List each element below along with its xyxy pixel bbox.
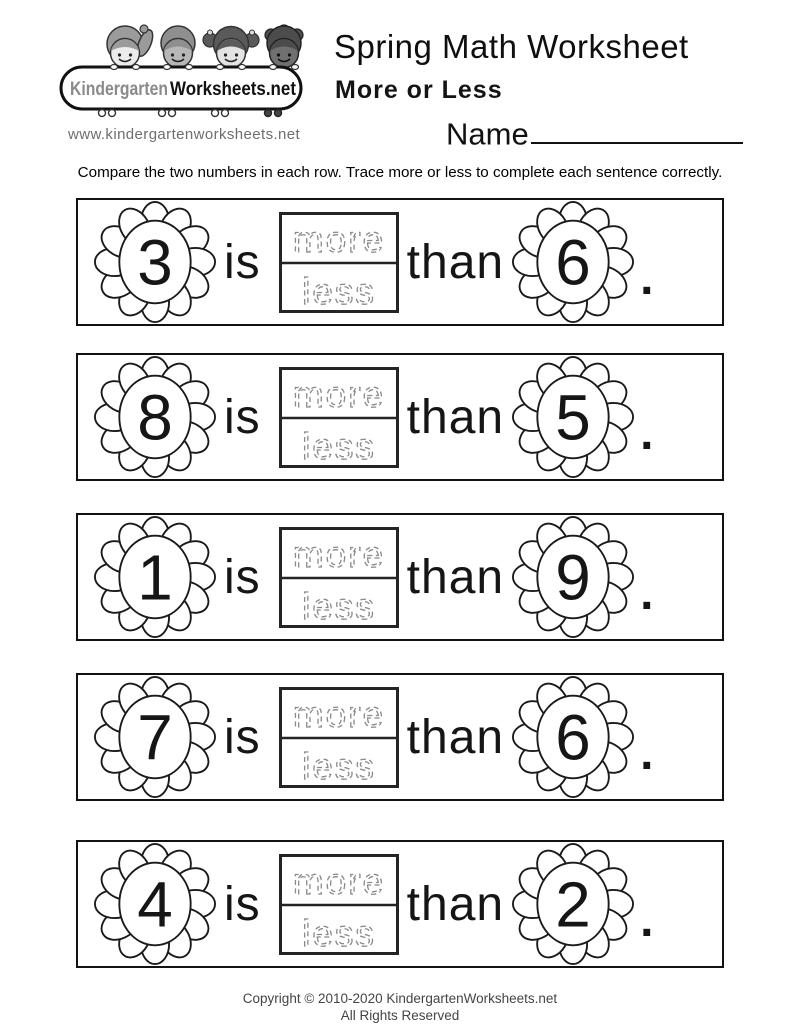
trace-word-more: more bbox=[292, 533, 385, 575]
word-than: than bbox=[406, 550, 505, 604]
logo-sign bbox=[61, 65, 301, 110]
rights-line: All Rights Reserved bbox=[340, 1008, 460, 1023]
trace-box bbox=[279, 212, 399, 313]
flower-number-right: 6 bbox=[555, 226, 591, 299]
word-is: is bbox=[224, 710, 261, 764]
flower-number-left: 4 bbox=[137, 868, 173, 941]
word-than: than bbox=[406, 235, 505, 289]
logo-kid-girl1 bbox=[107, 25, 156, 68]
word-than: than bbox=[406, 710, 505, 764]
flower-number-right: 9 bbox=[555, 541, 591, 614]
exercise-row-2 bbox=[76, 353, 724, 481]
flower-graphic-right bbox=[512, 843, 634, 965]
trace-word-less: less bbox=[301, 270, 376, 310]
page-footer bbox=[0, 990, 800, 1024]
word-is: is bbox=[224, 390, 261, 444]
exercise-row-1 bbox=[76, 198, 724, 326]
logo-kid-boy2 bbox=[265, 25, 303, 68]
copyright-line: Copyright © 2010-2020 KindergartenWorksheets.net bbox=[242, 991, 558, 1006]
flower-number-right: 5 bbox=[555, 381, 591, 454]
site-url: www.kindergartenworksheets.net bbox=[68, 126, 301, 143]
flower-graphic-right bbox=[512, 356, 634, 478]
trace-word-more: more bbox=[292, 373, 385, 415]
logo-kid-boy1 bbox=[161, 26, 195, 68]
trace-box bbox=[279, 854, 399, 955]
page-subtitle: More or Less bbox=[335, 76, 503, 104]
page-title: Spring Math Worksheet bbox=[334, 28, 689, 65]
trace-box bbox=[279, 687, 399, 788]
flower-graphic-left bbox=[94, 516, 216, 638]
instruction-text: Compare the two numbers in each row. Trace more or less to complete each sentence correctly. bbox=[77, 164, 723, 181]
name-blank-line bbox=[531, 116, 743, 144]
sentence-period: . bbox=[640, 252, 654, 305]
flower-number-right: 2 bbox=[555, 868, 591, 941]
flower-number-left: 8 bbox=[137, 381, 173, 454]
flower-number-left: 3 bbox=[137, 226, 173, 299]
trace-word-more: more bbox=[292, 693, 385, 735]
trace-word-more: more bbox=[292, 218, 385, 260]
name-label: Name bbox=[446, 116, 529, 152]
trace-word-less: less bbox=[301, 912, 376, 952]
trace-word-less: less bbox=[301, 585, 376, 625]
trace-word-less: less bbox=[301, 745, 376, 785]
exercise-row-5 bbox=[76, 840, 724, 968]
word-than: than bbox=[406, 877, 505, 931]
logo-kid-girl2 bbox=[203, 27, 259, 68]
word-is: is bbox=[224, 235, 261, 289]
sentence-period: . bbox=[640, 567, 654, 620]
flower-graphic-left bbox=[94, 356, 216, 478]
brand-text-worksheets: Worksheets.net bbox=[170, 79, 297, 100]
trace-box bbox=[279, 527, 399, 628]
name-line bbox=[446, 116, 743, 152]
brand-text-kindergarten: Kindergarten bbox=[70, 79, 168, 100]
logo-feet bbox=[99, 110, 282, 117]
trace-word-more: more bbox=[292, 860, 385, 902]
sentence-period: . bbox=[640, 894, 654, 947]
flower-graphic-left bbox=[94, 843, 216, 965]
flower-graphic-left bbox=[94, 676, 216, 798]
flower-graphic-left bbox=[94, 201, 216, 323]
exercise-row-3 bbox=[76, 513, 724, 641]
flower-graphic-right bbox=[512, 201, 634, 323]
flower-graphic-right bbox=[512, 516, 634, 638]
flower-number-left: 7 bbox=[137, 701, 173, 774]
flower-graphic-right bbox=[512, 676, 634, 798]
site-logo bbox=[58, 12, 306, 124]
sentence-period: . bbox=[640, 727, 654, 780]
trace-word-less: less bbox=[301, 425, 376, 465]
flower-number-right: 6 bbox=[555, 701, 591, 774]
flower-number-left: 1 bbox=[137, 541, 173, 614]
sentence-period: . bbox=[640, 407, 654, 460]
word-is: is bbox=[224, 550, 261, 604]
word-is: is bbox=[224, 877, 261, 931]
exercise-row-4 bbox=[76, 673, 724, 801]
trace-box bbox=[279, 367, 399, 468]
word-than: than bbox=[406, 390, 505, 444]
